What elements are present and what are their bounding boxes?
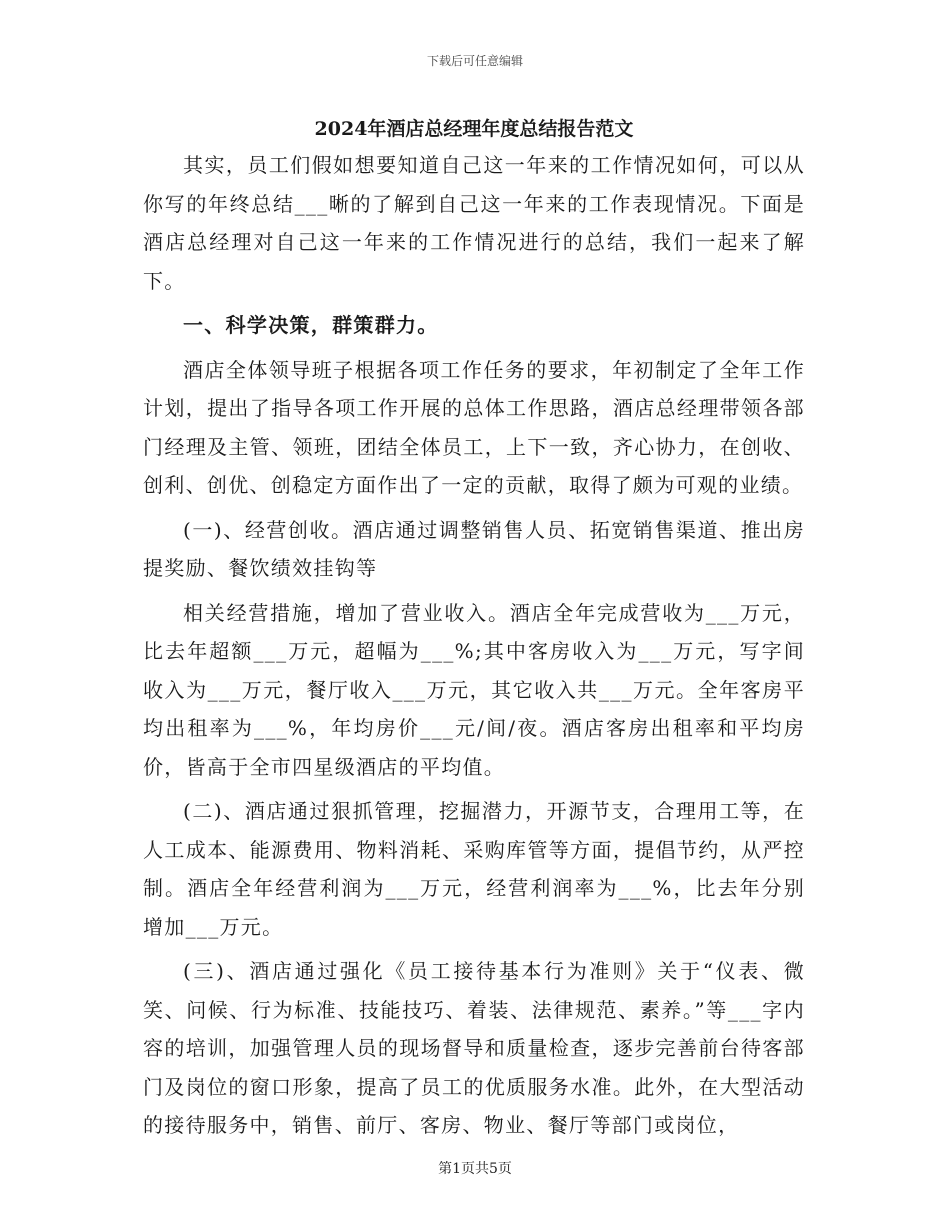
paragraph-intro: 其实，员工们假如想要知道自己这一年来的工作情况如何，可以从你写的年终总结___晰的了解到自己这一年来的工作表现情况。下面是酒店总经理对自己这一年来的工作情况进行的总结，我们一起来了解下。 (143, 153, 805, 293)
paragraph-leadership: 酒店全体领导班子根据各项工作任务的要求，年初制定了全年工作计划，提出了指导各项工作开展的总体工作思路，酒店总经理带领各部门经理及主管、领班，团结全体员工，上下一致，齐心协力，在创收、创利、创优、创稳定方面作出了一定的贡献，取得了颇为可观的业绩。 (143, 357, 805, 497)
document-title: 2024年酒店总经理年度总结报告范文 (314, 118, 634, 140)
paragraph-service-training: (三)、酒店通过强化《员工接待基本行为准则》关于“仪表、微笑、问候、行为标准、技能技巧、着装、法律规范、素养。”等___字内容的培训，加强管理人员的现场督导和质量检查，逐步完善前台待客部门及岗位的窗口形象，提高了员工的优质服务水准。此外，在大型活动的接待服务中，销售、前厅、客房、物业、餐厅等部门或岗位， (143, 959, 805, 1137)
paragraph-cost-control: (二)、酒店通过狠抓管理，挖掘潜力，开源节支，合理用工等，在人工成本、能源费用、物料消耗、采购库管等方面，提倡节约，从严控制。酒店全年经营利润为___万元，经营利润率为___%，比去年分别增加___万元。 (143, 799, 805, 939)
section-heading-1: 一、科学决策，群策群力。 (183, 313, 439, 337)
page-number-footer: 第1页共5页 (438, 1161, 512, 1177)
document-body (143, 112, 805, 1145)
paragraph-revenue-intro: (一)、经营创收。酒店通过调整销售人员、拓宽销售渠道、推出房提奖励、餐饮绩效挂钩等 (143, 517, 805, 580)
paragraph-revenue-details: 相关经营措施，增加了营业收入。酒店全年完成营收为___万元，比去年超额___万元，超幅为___%;其中客房收入为___万元，写字间收入为___万元，餐厅收入___万元，其它收入共___万元。全年客房平均出租率为___%，年均房价___元/间/夜。酒店客房出租率和平均房价，皆高于全市四星级酒店的平均值。 (143, 600, 805, 779)
page-header-note: 下载后可任意编辑 (426, 54, 523, 68)
